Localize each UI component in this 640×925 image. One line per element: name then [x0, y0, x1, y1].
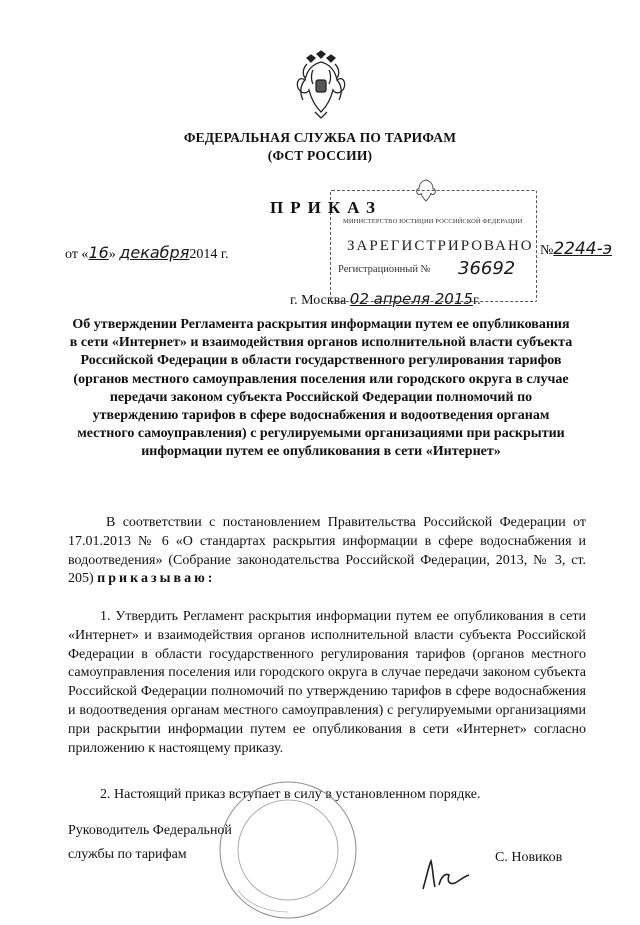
signatory-position-line2: службы по тарифам [68, 847, 187, 862]
city-suffix: г. [472, 293, 481, 308]
clause-2: 2. Настоящий приказ вступает в силу в установленном порядке. [100, 787, 481, 802]
signatory-name: С. Новиков [495, 850, 563, 865]
date-mid: » [108, 247, 116, 262]
round-seal-icon [208, 770, 368, 920]
org-name: ФЕДЕРАЛЬНАЯ СЛУЖБА ПО ТАРИФАМ [183, 130, 457, 145]
preamble-text: В соответствии с постановлением Правительства Российской Федерации от 17.01.2013 № 6 «О стандартах раскрытия информации в сфере водоснабжения и водоотведения» (Собрание законодательства Российской Федерации, 2013, № 3, ст. 205) [68, 515, 586, 587]
signatory-position-line1: Руководитель Федеральной [68, 823, 232, 838]
doc-type-title: ПРИКАЗ [270, 198, 382, 217]
stamp-emblem-icon [415, 177, 437, 203]
number-value: 2244-э [553, 239, 613, 259]
document-title: Об утверждении Регламента раскрытия информации путем ее опубликования в сети «Интернет» и взаимодействия органов исполнительной власти субъекта Российской Федерации в области государственного регулирования тарифов (органов местного самоуправления поселения или городского округа в случае передачи законом субъекта Российской Федерации полномочий по утверждению тарифов в сфере водоснабжения и водоотведения органам местного самоуправления) с регулируемыми организациями при раскрытии информации путем ее опубликования в сети «Интернет» [69, 317, 573, 460]
date-day: 16 [88, 243, 109, 262]
stamp-ministry: МИНИСТЕРСТВО ЮСТИЦИИ РОССИЙСКОЙ ФЕДЕРАЦИИ [343, 218, 523, 225]
city-line [290, 290, 481, 309]
city-label: г. Москва [290, 293, 347, 308]
date-prefix: от « [65, 247, 89, 262]
date-month: декабря [119, 243, 190, 262]
order-number [540, 239, 612, 259]
emblem-icon [293, 50, 349, 120]
preamble-paragraph [68, 514, 586, 589]
order-word: приказываю: [97, 571, 216, 587]
stamp-reg-label: Регистрационный № [338, 264, 431, 275]
stamp-status: ЗАРЕГИСТРИРОВАНО [347, 238, 534, 254]
number-prefix: № [540, 243, 554, 258]
handwritten-signature-icon [415, 855, 475, 895]
stamp-reg-number: 36692 [458, 258, 516, 279]
order-date [65, 243, 229, 263]
clause-1: 1. Утвердить Регламент раскрытия информации путем ее опубликования в сети «Интернет» и взаимодействия органов исполнительной власти субъекта Российской Федерации в области государственного регулирования тарифов (органов местного самоуправления поселения или городского округа в случае передачи законом субъекта Российской Федерации полномочий по утверждению тарифов в сфере водоснабжения и водоотведения органам местного самоуправления) с регулируемыми организациями при раскрытии информации путем ее опубликования в сети «Интернет» согласно приложению к настоящему приказу. [68, 609, 586, 756]
org-abbreviation: (ФСТ РОССИИ) [267, 148, 373, 163]
registration-date: 02 апреля 2015 [349, 290, 473, 308]
date-year: 2014 г. [189, 247, 229, 262]
